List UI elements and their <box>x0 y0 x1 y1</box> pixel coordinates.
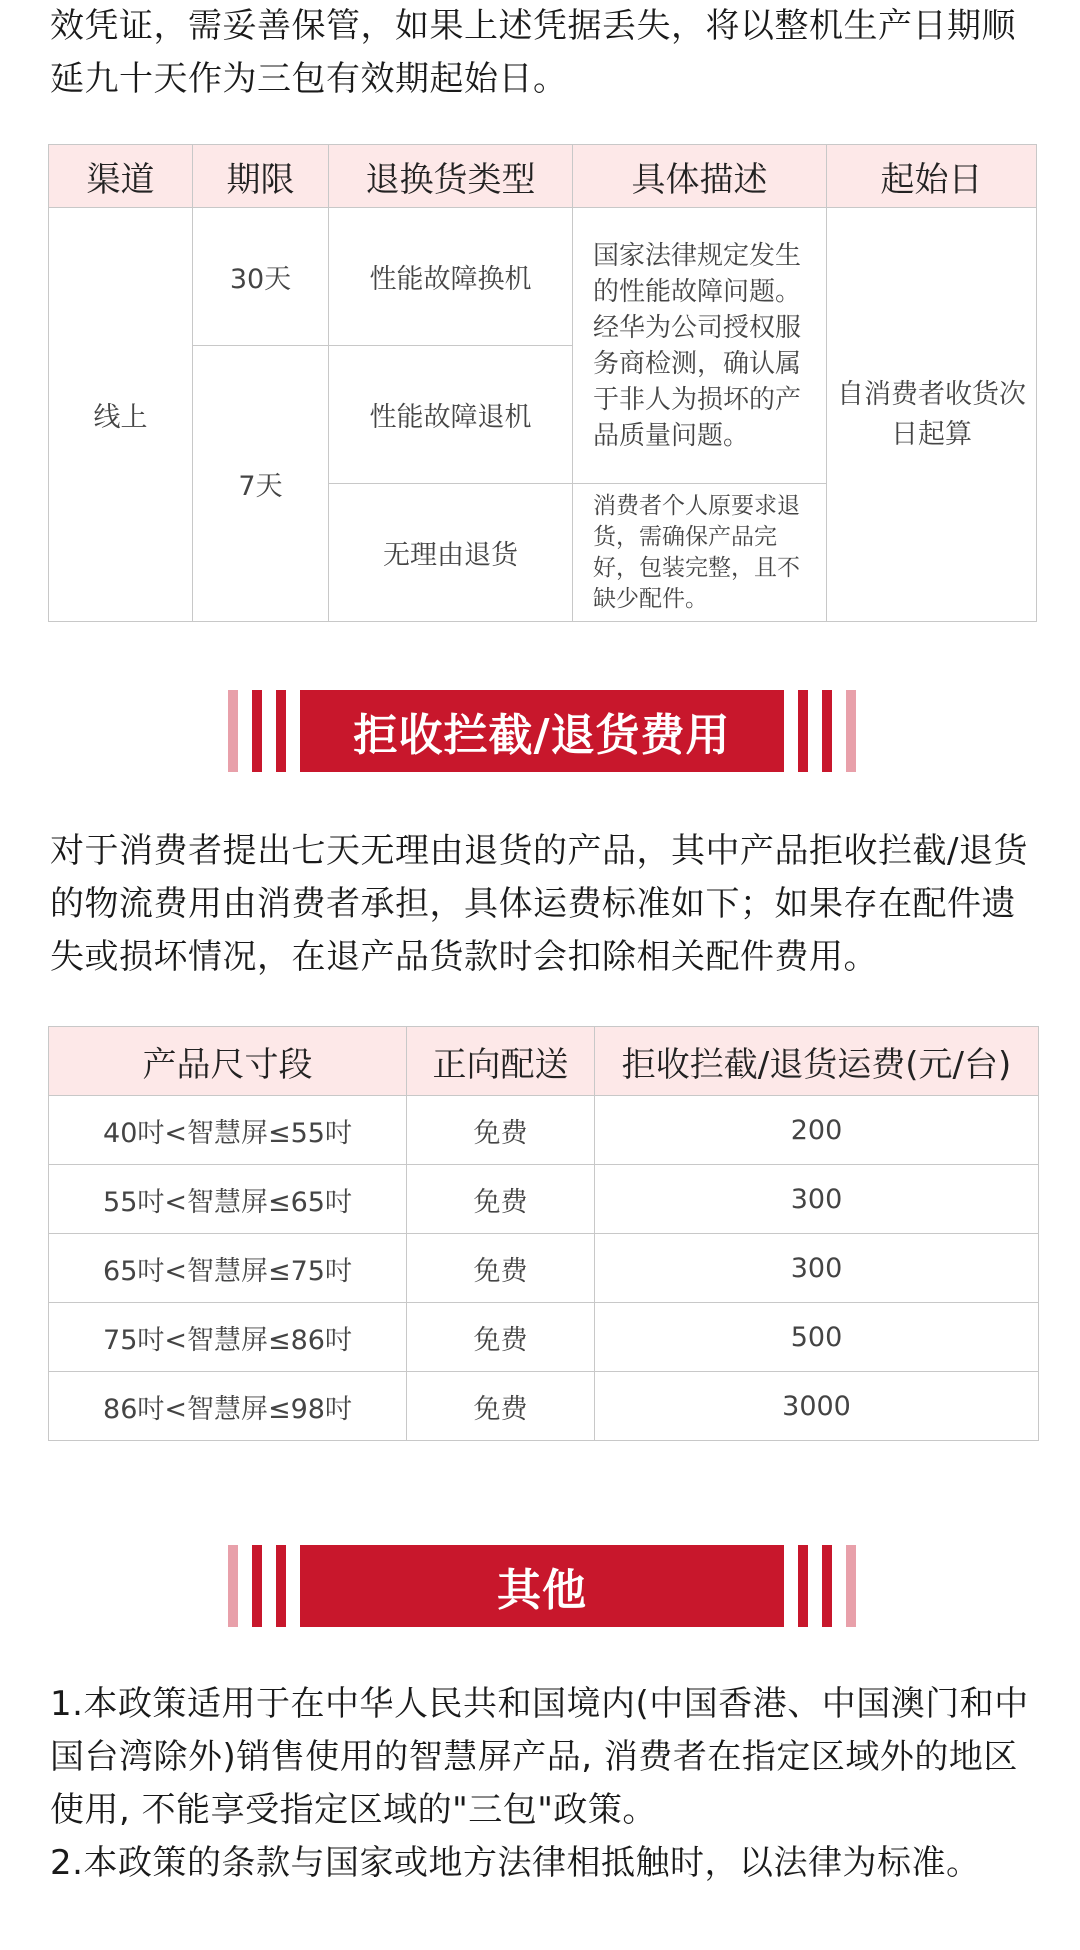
section-banner-other <box>228 1545 856 1627</box>
delivery-cell: 免费 <box>407 1234 595 1303</box>
channel-cell: 线上 <box>49 208 193 622</box>
return-fee-table <box>48 1026 1039 1441</box>
header-cell: 正向配送 <box>407 1027 595 1096</box>
section-title: 拒收拦截/退货费用 <box>300 690 784 772</box>
table-header-row <box>49 1027 1039 1096</box>
table-row <box>49 1234 1039 1303</box>
section-title: 其他 <box>300 1545 784 1627</box>
banner-stripe <box>228 1545 238 1627</box>
banner-stripe <box>276 1545 286 1627</box>
delivery-cell: 免费 <box>407 1372 595 1441</box>
fee-cell: 500 <box>595 1303 1039 1372</box>
banner-stripe <box>798 690 808 772</box>
header-cell: 渠道 <box>49 145 193 208</box>
type-cell: 性能故障退机 <box>329 346 573 484</box>
type-cell: 无理由退货 <box>329 484 573 622</box>
header-cell: 退换货类型 <box>329 145 573 208</box>
section-banner-return-fee <box>228 690 856 772</box>
fee-cell: 300 <box>595 1234 1039 1303</box>
return-policy-table <box>48 144 1037 622</box>
other-terms-list <box>50 1678 1040 1890</box>
start-day-cell: 自消费者收货次日起算 <box>827 208 1037 622</box>
table-row <box>49 1165 1039 1234</box>
header-cell: 具体描述 <box>573 145 827 208</box>
fee-cell: 3000 <box>595 1372 1039 1441</box>
header-cell: 期限 <box>193 145 329 208</box>
fee-cell: 200 <box>595 1096 1039 1165</box>
period-cell: 7天 <box>193 346 329 622</box>
banner-stripe <box>252 690 262 772</box>
period-cell: 30天 <box>193 208 329 346</box>
table-row <box>49 208 1037 346</box>
type-cell: 性能故障换机 <box>329 208 573 346</box>
description-cell: 消费者个人原要求退货，需确保产品完好，包装完整，且不缺少配件。 <box>573 484 827 622</box>
banner-stripe <box>798 1545 808 1627</box>
header-cell: 产品尺寸段 <box>49 1027 407 1096</box>
table-row <box>49 1303 1039 1372</box>
size-cell: 75吋<智慧屏≤86吋 <box>49 1303 407 1372</box>
header-cell: 起始日 <box>827 145 1037 208</box>
table-header-row <box>49 145 1037 208</box>
intro-paragraph: 效凭证，需妥善保管，如果上述凭据丢失，将以整机生产日期顺延九十天作为三包有效期起始日。 <box>50 6 1016 99</box>
table-row <box>49 1372 1039 1441</box>
size-cell: 40吋<智慧屏≤55吋 <box>49 1096 407 1165</box>
delivery-cell: 免费 <box>407 1096 595 1165</box>
banner-stripe <box>228 690 238 772</box>
size-cell: 55吋<智慧屏≤65吋 <box>49 1165 407 1234</box>
list-item: 2.本政策的条款与国家或地方法律相抵触时，以法律为标准。 <box>50 1843 981 1883</box>
size-cell: 86吋<智慧屏≤98吋 <box>49 1372 407 1441</box>
banner-stripe <box>846 690 856 772</box>
list-item: 1.本政策适用于在中华人民共和国境内(中国香港、中国澳门和中国台湾除外)销售使用的智慧屏产品, 消费者在指定区域外的地区使用, 不能享受指定区域的"三包"政策。 <box>50 1684 1029 1830</box>
banner-stripe <box>822 690 832 772</box>
delivery-cell: 免费 <box>407 1303 595 1372</box>
return-fee-paragraph: 对于消费者提出七天无理由退货的产品，其中产品拒收拦截/退货的物流费用由消费者承担，具体运费标准如下；如果存在配件遗失或损坏情况，在退产品货款时会扣除相关配件费用。 <box>50 831 1028 977</box>
fee-cell: 300 <box>595 1165 1039 1234</box>
size-cell: 65吋<智慧屏≤75吋 <box>49 1234 407 1303</box>
banner-stripe <box>846 1545 856 1627</box>
delivery-cell: 免费 <box>407 1165 595 1234</box>
banner-stripe <box>822 1545 832 1627</box>
table-row <box>49 1096 1039 1165</box>
description-cell: 国家法律规定发生的性能故障问题。经华为公司授权服务商检测，确认属于非人为损坏的产品质量问题。 <box>573 208 827 484</box>
header-cell: 拒收拦截/退货运费(元/台) <box>595 1027 1039 1096</box>
banner-stripe <box>252 1545 262 1627</box>
banner-stripe <box>276 690 286 772</box>
